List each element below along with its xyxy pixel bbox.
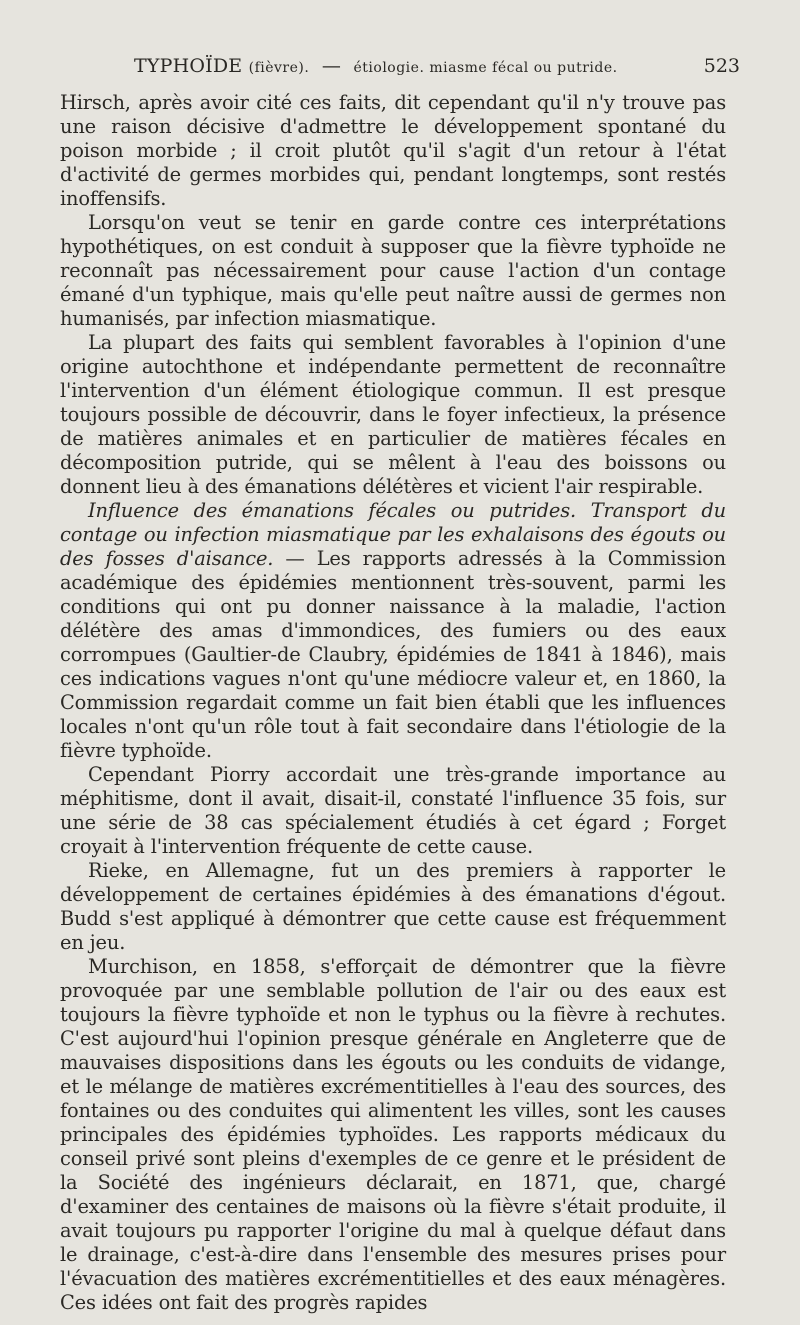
paragraph-7: Murchison, en 1858, s'efforçait de démontrer que la fièvre provoquée par une semblable pollution de l'air ou des eaux est toujours la fièvre typhoïde et non le typhus ou la fièvre à rechutes. C'est aujourd'hui l'opinion presque générale en Angleterre que de mauvaises dispositions dans les égouts ou les conduits de vidange, et le mélange de matières excrémentitielles à l'eau des sources, des fontaines ou des conduites qui alimentent les villes, sont les causes principales des épidémies typhoïdes. Les rapports médicaux du conseil privé sont pleins d'exemples de ce genre et le président de la Société des ingénieurs déclarait, en 1871, que, chargé d'examiner des centaines de maisons où la fièvre s'était produite, il avait toujours pu rapporter l'origine du mal à quelque défaut dans le drainage, c'est-à-dire dans l'ensemble des mesures prises pour l'évacuation des matières excrémentitielles et des eaux ménagères. Ces idées ont fait des progrès rapides <box>60 955 726 1314</box>
running-title <box>134 55 618 77</box>
paragraph-6: Rieke, en Allemagne, fut un des premiers à rapporter le développement de certaines épidémies à des émanations d'égout. Budd s'est appliqué à démontrer que cette cause est fréquemment en jeu. <box>60 859 726 954</box>
running-header <box>60 55 740 85</box>
section-heading-italic: Influence des émanations fécales ou putrides. Transport du contage ou infection miasmatique par les exhalaisons des égouts ou des fosses d'aisance. <box>60 499 726 570</box>
title-separator: — <box>321 55 342 77</box>
paragraph-4 <box>60 499 726 763</box>
paragraph-4-text: — Les rapports adressés à la Commission académique des épidémies mentionnent très-souvent, parmi les conditions qui ont pu donner naissance à la maladie, l'action délétère des amas d'immondices, des fumiers ou des eaux corrompues (Gaultier-de Claubry, épidémies de 1841 à 1846), mais ces indications vagues n'ont qu'une médiocre valeur et, en 1860, la Commission regardait comme un fait bien établi que les influences locales n'ont qu'un rôle tout à fait secondaire dans l'étiologie de la fièvre typhoïde. <box>60 547 726 762</box>
paragraph-3: La plupart des faits qui semblent favorables à l'opinion d'une origine autochthone et indépendante permettent de reconnaître l'intervention d'un élément étiologique commun. Il est presque toujours possible de découvrir, dans le foyer infectieux, la présence de matières animales et en particulier de matières fécales en décomposition putride, qui se mêlent à l'eau des boissons ou donnent lieu à des émanations délétères et vicient l'air respirable. <box>60 331 726 498</box>
title-fievre: (fièvre). <box>248 60 310 76</box>
paragraph-5: Cependant Piorry accordait une très-grande importance au méphitisme, dont il avait, disait-il, constaté l'influence 35 fois, sur une série de 38 cas spécialement étudiés à cet égard ; Forget croyait à l'intervention fréquente de cette cause. <box>60 763 726 858</box>
title-section: étiologie. miasme fécal ou putride. <box>353 60 618 76</box>
title-main: TYPHOÏDE <box>134 55 243 77</box>
paragraph-2: Lorsqu'on veut se tenir en garde contre ces interprétations hypothétiques, on est conduit à supposer que la fièvre typhoïde ne reconnaît pas nécessairement pour cause l'action d'un contage émané d'un typhique, mais qu'elle peut naître aussi de germes non humanisés, par infection miasmatique. <box>60 211 726 330</box>
paragraph-1: Hirsch, après avoir cité ces faits, dit cependant qu'il n'y trouve pas une raison décisive d'admettre le développement spontané du poison morbide ; il croit plutôt qu'il s'agit d'un retour à l'état d'activité de germes morbides qui, pendant longtemps, sont restés inoffensifs. <box>60 91 726 210</box>
body-text <box>60 91 726 1315</box>
page-number: 523 <box>703 55 740 77</box>
